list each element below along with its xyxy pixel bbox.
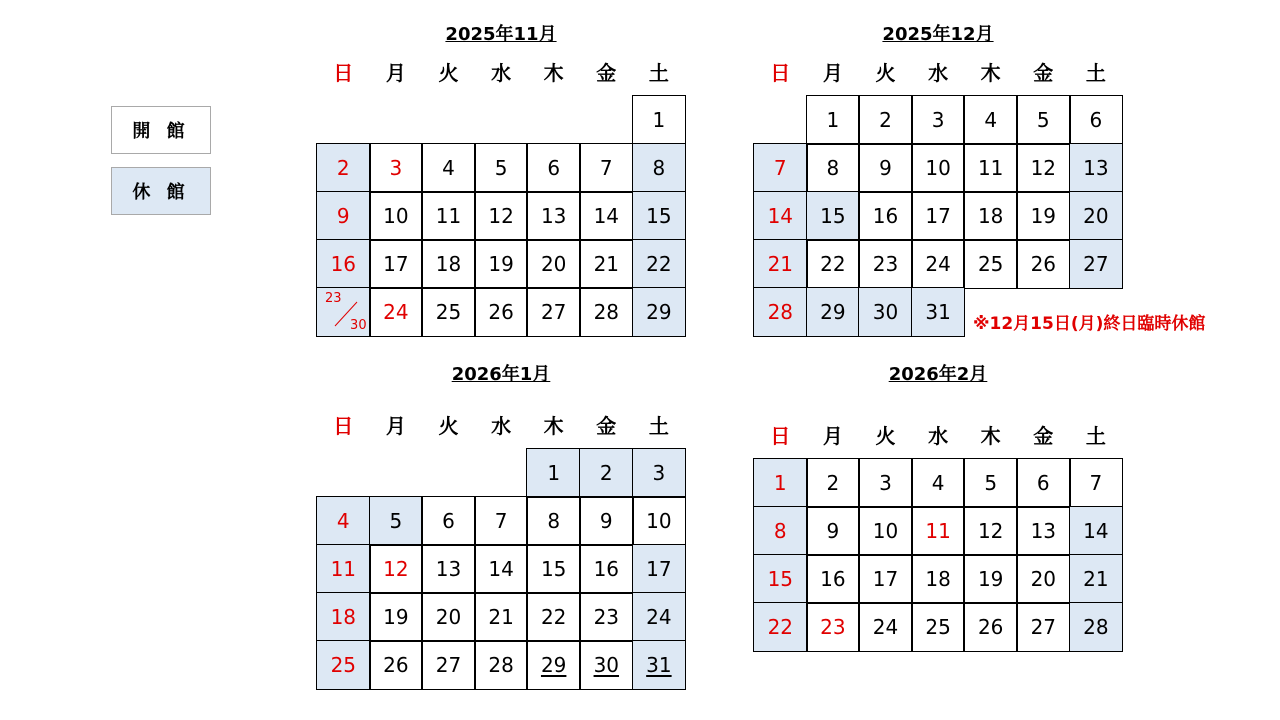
day-number: 14 [1083,519,1109,543]
day-number: 8 [547,509,561,533]
closed-day-cell [754,507,807,555]
closed-day-cell [633,288,686,336]
day-number: 22 [767,615,794,639]
day-number: 6 [442,509,455,533]
closed-day-cell [370,497,423,545]
weekday-header: 土 [1085,424,1106,448]
day-number: 6 [1036,471,1050,495]
weekday-header: 水 [491,414,512,438]
closed-day-cell [1070,555,1123,603]
weekday-header: 木 [543,61,564,85]
day-number: 9 [599,509,613,533]
open-day-cell [370,593,423,641]
closed-day-cell [633,240,686,288]
closed-day-cell [807,288,860,336]
open-day-cell [422,545,475,593]
weekday-header: 日 [333,414,354,438]
day-number: 16 [872,204,899,228]
day-number: 1 [826,108,840,132]
day-number: 10 [925,156,951,180]
open-day-cell [370,144,423,192]
day-number: 18 [977,204,1004,228]
day-number: 11 [330,557,357,581]
day-number: 24 [872,615,899,639]
closed-day-cell [754,192,807,240]
open-day-cell [912,507,965,555]
weekday-header-row [317,412,685,440]
closed-day-cell [1070,603,1123,651]
closed-day-cell [317,593,370,641]
day-number: 25 [925,615,951,639]
open-day-cell [475,497,528,545]
day-number: 3 [652,461,666,485]
day-number: 2 [599,461,613,485]
day-number: 23 [325,291,342,306]
empty-day-cell [754,96,807,144]
open-day-cell [807,240,860,288]
day-number: 25 [435,300,462,324]
day-number: 26 [488,300,514,324]
open-day-cell [580,288,633,336]
day-number: 3 [389,156,403,180]
day-number: 24 [646,605,672,629]
open-day-cell [527,497,580,545]
closed-day-cell [633,192,686,240]
closed-day-cell [754,603,807,651]
open-day-cell [1017,603,1070,651]
day-number: 12 [488,204,514,228]
weekday-header: 水 [928,424,949,448]
closed-day-cell [317,497,370,545]
day-number: 29 [540,653,567,677]
open-day-cell [807,144,860,192]
day-number: 21 [593,252,620,276]
open-day-cell [859,96,912,144]
open-day-cell [580,192,633,240]
closed-day-cell [807,192,860,240]
day-number: 3 [931,108,945,132]
day-number: 16 [820,567,846,591]
day-number: 23 [820,615,846,639]
empty-day-cell [370,96,423,144]
day-number: 11 [435,204,462,228]
open-day-cell [912,144,965,192]
weekday-header: 金 [596,414,617,438]
day-number: 7 [599,156,613,180]
closed-day-cell [754,240,807,288]
day-number: 17 [646,557,672,581]
day-number: 23 [872,252,899,276]
legend-open [111,106,211,154]
day-number: 21 [488,605,514,629]
closed-day-cell [754,459,807,507]
day-number: 4 [442,156,455,180]
day-number: 19 [1030,204,1057,228]
day-number: 11 [925,519,951,543]
day-number: 5 [984,471,998,495]
empty-day-cell [527,96,580,144]
weekday-header: 日 [770,424,791,448]
open-day-cell [422,497,475,545]
open-day-cell [580,144,633,192]
day-number: 13 [1030,519,1057,543]
open-day-cell [475,240,528,288]
open-day-cell [475,593,528,641]
day-number: 8 [773,519,787,543]
day-number: 23 [593,605,620,629]
closed-day-cell [317,144,370,192]
open-day-cell [580,497,633,545]
open-day-cell [1070,459,1123,507]
open-day-cell [859,192,912,240]
day-number: 4 [336,509,350,533]
open-day-cell [912,459,965,507]
open-day-cell [912,240,965,288]
day-number: 15 [767,567,794,591]
closed-day-cell [633,449,686,497]
weekday-header: 日 [333,61,354,85]
closed-day-cell [633,144,686,192]
open-day-cell [370,641,423,689]
day-number: 31 [925,300,951,324]
day-number: 6 [1089,108,1103,132]
day-number: 28 [1083,615,1109,639]
day-number: 30 [593,653,620,677]
day-number: 28 [767,300,794,324]
open-day-cell [475,192,528,240]
day-number: 16 [593,557,620,581]
day-number: 25 [977,252,1004,276]
open-day-cell [370,192,423,240]
day-number: 19 [488,252,514,276]
open-day-cell [859,240,912,288]
day-number: 5 [494,156,508,180]
day-number: 9 [826,519,840,543]
open-day-cell [527,593,580,641]
day-number: 18 [925,567,951,591]
empty-day-cell [317,449,370,497]
day-number: 15 [820,204,846,228]
open-day-cell [580,545,633,593]
weekday-header: 土 [648,61,669,85]
weekday-header: 木 [543,414,564,438]
empty-day-cell [422,449,475,497]
legend-open-label: 開 館 [132,121,190,142]
weekday-header: 月 [385,61,406,85]
day-number: 11 [977,156,1004,180]
open-day-cell [422,641,475,689]
day-number: 15 [540,557,567,581]
day-number: 16 [330,252,357,276]
open-day-cell [964,459,1017,507]
open-day-cell [1017,507,1070,555]
day-number: 1 [773,471,787,495]
day-number: 13 [1083,156,1109,180]
closed-day-cell [317,288,370,336]
open-day-cell [1017,144,1070,192]
day-number: 3 [879,471,892,495]
open-day-cell [964,192,1017,240]
open-day-cell [580,593,633,641]
open-day-cell [422,240,475,288]
weekday-header: 金 [1033,61,1054,85]
day-number: 14 [767,204,794,228]
day-number: 15 [646,204,672,228]
closed-day-cell [754,144,807,192]
day-number: 4 [984,108,998,132]
open-day-cell [422,593,475,641]
open-day-cell [807,603,860,651]
day-number: 8 [652,156,666,180]
closed-day-cell [633,641,686,689]
day-number: 7 [494,509,508,533]
closed-day-cell [317,192,370,240]
open-day-cell [475,545,528,593]
closed-day-cell [633,593,686,641]
open-day-cell [370,240,423,288]
weekday-header: 火 [438,61,459,85]
day-number: 2 [336,156,350,180]
open-day-cell [475,144,528,192]
weekday-header: 水 [928,61,949,85]
open-day-cell [527,288,580,336]
open-day-cell [859,603,912,651]
day-number: 26 [1030,252,1057,276]
weekday-header: 日 [770,61,791,85]
open-day-cell [527,240,580,288]
open-day-cell [1017,555,1070,603]
closure-note: ※12月15日(月)終日臨時休館 [973,314,1206,334]
closed-day-cell [754,288,807,336]
weekday-header: 木 [980,61,1001,85]
empty-day-cell [580,96,633,144]
weekday-header: 火 [438,414,459,438]
closed-day-cell [1070,507,1123,555]
open-day-cell [912,603,965,651]
day-number: 27 [540,300,567,324]
open-day-cell [370,288,423,336]
open-day-cell [580,240,633,288]
open-day-cell [964,555,1017,603]
calendar-title: 2025年12月 [882,24,994,45]
day-number: 19 [383,605,409,629]
open-day-cell [1017,459,1070,507]
legend-closed [111,167,211,215]
day-number: 20 [1030,567,1057,591]
open-day-cell [807,555,860,603]
open-day-cell [1017,192,1070,240]
day-number: 20 [435,605,462,629]
open-day-cell [633,96,686,144]
open-day-cell [912,96,965,144]
weekday-header: 金 [596,61,617,85]
open-day-cell [807,459,860,507]
open-day-cell [580,641,633,689]
weekday-header: 金 [1033,424,1054,448]
day-number: 20 [540,252,567,276]
day-number: 12 [977,519,1004,543]
day-number: 26 [383,653,409,677]
day-number: 1 [652,108,666,132]
day-number: 19 [977,567,1004,591]
open-day-cell [964,240,1017,288]
open-day-cell [859,555,912,603]
weekday-header: 火 [875,61,896,85]
legend-closed-label: 休 館 [132,182,190,203]
day-number: 18 [330,605,357,629]
day-number: 30 [872,300,899,324]
closed-day-cell [1070,144,1123,192]
day-number: 17 [925,204,951,228]
day-number: 25 [330,653,357,677]
open-day-cell [912,555,965,603]
day-number: 9 [336,204,350,228]
open-day-cell [1070,96,1123,144]
day-number: 28 [593,300,620,324]
weekday-header-row [754,59,1122,87]
day-number: 1 [547,461,561,485]
calendar-title: 2026年2月 [888,364,988,385]
day-number: 18 [435,252,462,276]
empty-day-cell [475,449,528,497]
closed-day-cell [1070,240,1123,288]
day-number: 20 [1083,204,1109,228]
open-day-cell [964,603,1017,651]
open-day-cell [633,497,686,545]
day-number: 4 [931,471,945,495]
empty-day-cell [370,449,423,497]
open-day-cell [1017,240,1070,288]
open-day-cell [964,507,1017,555]
day-number: 31 [646,653,672,677]
day-number: 27 [1083,252,1109,276]
closed-day-cell [859,288,912,336]
empty-day-cell [317,96,370,144]
closed-day-cell [317,641,370,689]
calendar-title: 2026年1月 [451,364,551,385]
day-number: 22 [820,252,846,276]
day-number: 17 [872,567,899,591]
open-day-cell [807,507,860,555]
day-number: 5 [1036,108,1050,132]
weekday-header-row [754,422,1122,450]
day-number: 5 [389,509,403,533]
open-day-cell [422,144,475,192]
day-number: 14 [593,204,620,228]
day-number: 7 [773,156,787,180]
day-number: 29 [820,300,846,324]
calendar-title: 2025年11月 [445,24,557,45]
open-day-cell [807,96,860,144]
day-number: 21 [767,252,794,276]
day-number: 14 [488,557,514,581]
day-number: 13 [435,557,462,581]
day-number: 29 [646,300,672,324]
day-number: 7 [1089,471,1103,495]
empty-day-cell [422,96,475,144]
open-day-cell [370,545,423,593]
open-day-cell [859,507,912,555]
weekday-header-row [317,59,685,87]
open-day-cell [1017,96,1070,144]
day-number: 13 [540,204,567,228]
day-number: 9 [879,156,892,180]
open-day-cell [912,192,965,240]
day-number: 30 [350,318,367,333]
open-day-cell [859,459,912,507]
open-day-cell [527,144,580,192]
weekday-header: 火 [875,424,896,448]
closed-day-cell [580,449,633,497]
closed-day-cell [317,240,370,288]
weekday-header: 水 [491,61,512,85]
closed-day-cell [912,288,965,336]
closed-day-cell [754,555,807,603]
day-number: 27 [435,653,462,677]
day-number: 10 [872,519,899,543]
open-day-cell [422,192,475,240]
day-number: 24 [383,300,409,324]
closed-day-cell [1070,192,1123,240]
open-day-cell [964,96,1017,144]
weekday-header: 月 [385,414,406,438]
open-day-cell [475,288,528,336]
open-day-cell [527,641,580,689]
empty-day-cell [475,96,528,144]
weekday-header: 土 [648,414,669,438]
day-number: 10 [383,204,409,228]
day-number: 26 [977,615,1004,639]
day-number: 2 [826,471,840,495]
weekday-header: 土 [1085,61,1106,85]
open-day-cell [422,288,475,336]
day-number: 2 [879,108,892,132]
open-day-cell [859,144,912,192]
day-number: 6 [547,156,561,180]
weekday-header: 月 [822,424,843,448]
day-number: 21 [1083,567,1109,591]
day-number: 22 [540,605,567,629]
day-number: 27 [1030,615,1057,639]
open-day-cell [475,641,528,689]
weekday-header: 木 [980,424,1001,448]
day-number: 17 [383,252,409,276]
open-day-cell [527,192,580,240]
day-number: 24 [925,252,951,276]
closed-day-cell [317,545,370,593]
closed-day-cell [527,449,580,497]
day-number: 10 [646,509,672,533]
day-number: 22 [646,252,672,276]
day-number: 28 [488,653,514,677]
day-number: 12 [1030,156,1057,180]
day-number: 12 [383,557,409,581]
open-day-cell [527,545,580,593]
closed-day-cell [633,545,686,593]
weekday-header: 月 [822,61,843,85]
open-day-cell [964,144,1017,192]
day-number: 8 [826,156,840,180]
